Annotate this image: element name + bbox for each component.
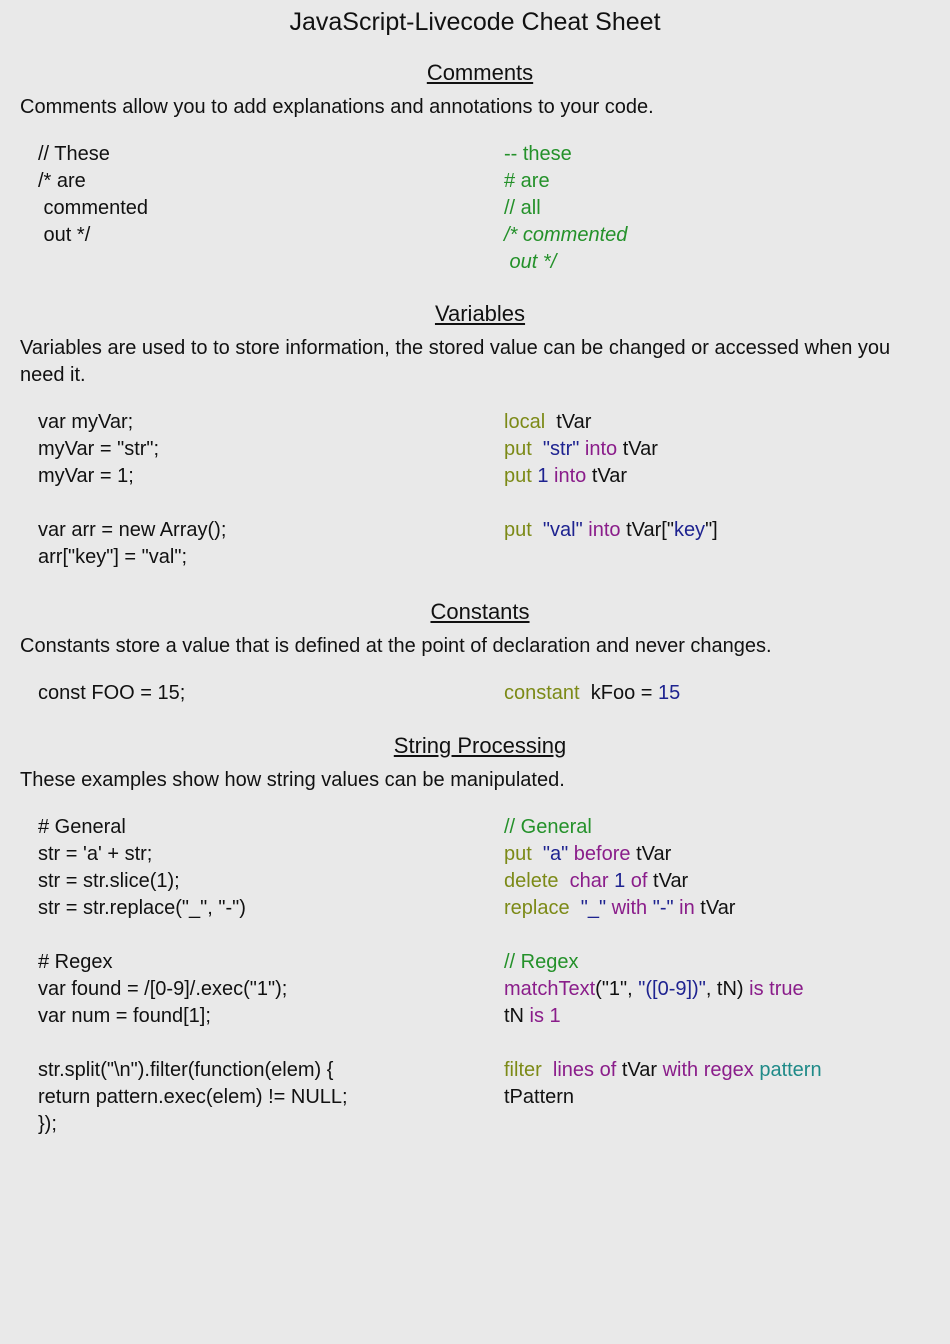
code-token: str = str.replace("_", "-") bbox=[38, 897, 246, 919]
code-token: // Regex bbox=[504, 951, 579, 973]
code-token: # Regex bbox=[38, 951, 113, 973]
section-heading: Constants bbox=[430, 599, 530, 624]
code-token: local bbox=[504, 411, 546, 433]
code-token: put bbox=[504, 843, 532, 865]
code-token: var myVar; bbox=[38, 411, 134, 433]
code-line bbox=[38, 949, 504, 976]
code-token: kFoo = bbox=[579, 682, 658, 704]
code-line bbox=[38, 490, 504, 517]
page-title: JavaScript-Livecode Cheat Sheet bbox=[289, 8, 661, 36]
code-token: // all bbox=[504, 197, 541, 219]
code-token: with bbox=[606, 897, 648, 919]
code-token: }); bbox=[38, 1113, 57, 1135]
code-token: key bbox=[673, 519, 706, 541]
section-heading: Comments bbox=[426, 60, 534, 85]
code-line bbox=[38, 841, 504, 868]
section-heading: String Processing bbox=[393, 733, 567, 758]
code-line bbox=[504, 1030, 822, 1057]
section-heading: Variables bbox=[434, 301, 526, 326]
code-line bbox=[504, 1057, 822, 1084]
code-line bbox=[38, 409, 504, 436]
section-description: Constants store a value that is defined at the point of declaration and never changes. bbox=[20, 635, 772, 657]
code-line bbox=[504, 949, 822, 976]
code-comparison bbox=[0, 814, 950, 1138]
code-line bbox=[504, 490, 718, 517]
code-token: tVar bbox=[545, 411, 592, 433]
code-line bbox=[38, 1057, 504, 1084]
code-token: ("1", bbox=[595, 978, 639, 1000]
section-constants bbox=[0, 597, 950, 707]
section-description: These examples show how string values can be manipulated. bbox=[20, 769, 565, 791]
code-line bbox=[38, 680, 504, 707]
livecode-code bbox=[504, 141, 627, 276]
code-comparison bbox=[0, 409, 950, 571]
code-token: "] bbox=[705, 519, 718, 541]
livecode-code bbox=[504, 409, 718, 571]
code-token: into bbox=[579, 438, 618, 460]
code-line bbox=[38, 544, 504, 571]
code-token: 1 bbox=[531, 465, 549, 487]
code-comparison bbox=[0, 141, 950, 276]
code-token: // General bbox=[504, 816, 592, 838]
code-token: matchText bbox=[504, 978, 596, 1000]
code-line bbox=[504, 168, 627, 195]
code-line bbox=[38, 868, 504, 895]
code-token: str = str.slice(1); bbox=[38, 870, 180, 892]
code-token: const FOO = 15; bbox=[38, 682, 186, 704]
code-token: str = 'a' + str; bbox=[38, 843, 153, 865]
code-token: tVar bbox=[694, 897, 736, 919]
code-token: /* commented bbox=[504, 224, 628, 246]
code-token: "-" bbox=[647, 897, 674, 919]
code-token: pattern bbox=[753, 1059, 822, 1081]
code-line bbox=[38, 922, 504, 949]
code-token: "str" bbox=[531, 438, 580, 460]
code-line bbox=[38, 168, 504, 195]
code-token: arr["key"] = "val"; bbox=[38, 546, 187, 568]
code-token: tVar bbox=[647, 870, 689, 892]
code-line bbox=[504, 222, 627, 249]
code-token: "_" bbox=[569, 897, 607, 919]
code-line bbox=[38, 1084, 504, 1111]
code-line bbox=[504, 814, 822, 841]
code-line bbox=[38, 1003, 504, 1030]
code-token: var found = /[0-9]/.exec("1"); bbox=[38, 978, 288, 1000]
code-line bbox=[504, 249, 627, 276]
code-token: char bbox=[558, 870, 609, 892]
code-line bbox=[38, 976, 504, 1003]
code-token: /* are bbox=[38, 170, 86, 192]
code-line bbox=[504, 841, 822, 868]
code-token: var num = found[1]; bbox=[38, 1005, 211, 1027]
section-string-processing bbox=[0, 731, 950, 1138]
javascript-code bbox=[38, 141, 504, 276]
code-token: -- these bbox=[504, 143, 572, 165]
code-line bbox=[38, 222, 504, 249]
code-token: is 1 bbox=[524, 1005, 561, 1027]
code-token: before bbox=[568, 843, 631, 865]
code-token: tVar bbox=[616, 1059, 658, 1081]
code-token: put bbox=[504, 519, 532, 541]
code-token: is true bbox=[743, 978, 804, 1000]
code-token: // These bbox=[38, 143, 110, 165]
code-token: tVar bbox=[586, 465, 628, 487]
code-line bbox=[504, 922, 822, 949]
code-line bbox=[38, 141, 504, 168]
code-line bbox=[38, 517, 504, 544]
code-token: into bbox=[548, 465, 587, 487]
section-description: Variables are used to to store information, the stored value can be changed or accessed when you need it. bbox=[20, 337, 891, 386]
code-line bbox=[38, 1030, 504, 1057]
code-line bbox=[504, 868, 822, 895]
livecode-code bbox=[504, 680, 680, 707]
code-token: myVar = "str"; bbox=[38, 438, 160, 460]
code-token: 15 bbox=[657, 682, 681, 704]
code-token: return pattern.exec(elem) != NULL; bbox=[38, 1086, 348, 1108]
livecode-code bbox=[504, 814, 822, 1138]
code-line bbox=[38, 463, 504, 490]
code-line bbox=[504, 895, 822, 922]
code-token: "val" bbox=[531, 519, 583, 541]
code-token: delete bbox=[504, 870, 559, 892]
code-line bbox=[504, 409, 718, 436]
section-comments bbox=[0, 58, 950, 276]
code-line bbox=[504, 976, 822, 1003]
code-token: # General bbox=[38, 816, 126, 838]
code-token: filter bbox=[504, 1059, 542, 1081]
code-token: "([0-9])" bbox=[638, 978, 706, 1000]
code-token: replace bbox=[504, 897, 570, 919]
code-token: constant bbox=[504, 682, 580, 704]
code-token: commented bbox=[38, 197, 149, 219]
javascript-code bbox=[38, 409, 504, 571]
code-line bbox=[504, 680, 680, 707]
code-token: , tN) bbox=[705, 978, 744, 1000]
code-line bbox=[504, 195, 627, 222]
code-line bbox=[504, 517, 718, 544]
code-token: tPattern bbox=[504, 1086, 575, 1108]
code-token: out */ bbox=[504, 251, 557, 273]
code-line bbox=[38, 436, 504, 463]
code-line bbox=[38, 814, 504, 841]
code-line bbox=[504, 463, 718, 490]
section-variables bbox=[0, 299, 950, 571]
section-description: Comments allow you to add explanations and annotations to your code. bbox=[20, 96, 654, 118]
code-token: out */ bbox=[38, 224, 91, 246]
code-token: tVar[" bbox=[620, 519, 674, 541]
code-token: in bbox=[673, 897, 695, 919]
code-token: into bbox=[582, 519, 621, 541]
code-token: var arr = new Array(); bbox=[38, 519, 227, 541]
code-token: str.split("\n").filter(function(elem) { bbox=[38, 1059, 334, 1081]
code-line bbox=[504, 1084, 822, 1111]
code-token: tVar bbox=[617, 438, 658, 460]
code-line bbox=[504, 141, 627, 168]
code-token: tVar bbox=[630, 843, 672, 865]
code-line bbox=[38, 1111, 504, 1138]
code-token: lines of bbox=[541, 1059, 617, 1081]
code-token: of bbox=[625, 870, 648, 892]
code-token: tN bbox=[504, 1005, 524, 1027]
code-comparison bbox=[0, 680, 950, 707]
code-token: myVar = 1; bbox=[38, 465, 134, 487]
code-line bbox=[38, 895, 504, 922]
code-token: put bbox=[504, 438, 532, 460]
code-token: "a" bbox=[531, 843, 569, 865]
code-line bbox=[504, 1003, 822, 1030]
javascript-code bbox=[38, 814, 504, 1138]
code-token: # are bbox=[504, 170, 550, 192]
code-line bbox=[504, 436, 718, 463]
code-token: put bbox=[504, 465, 532, 487]
code-line bbox=[38, 195, 504, 222]
javascript-code bbox=[38, 680, 504, 707]
code-token: 1 bbox=[608, 870, 626, 892]
code-token: with regex bbox=[657, 1059, 754, 1081]
